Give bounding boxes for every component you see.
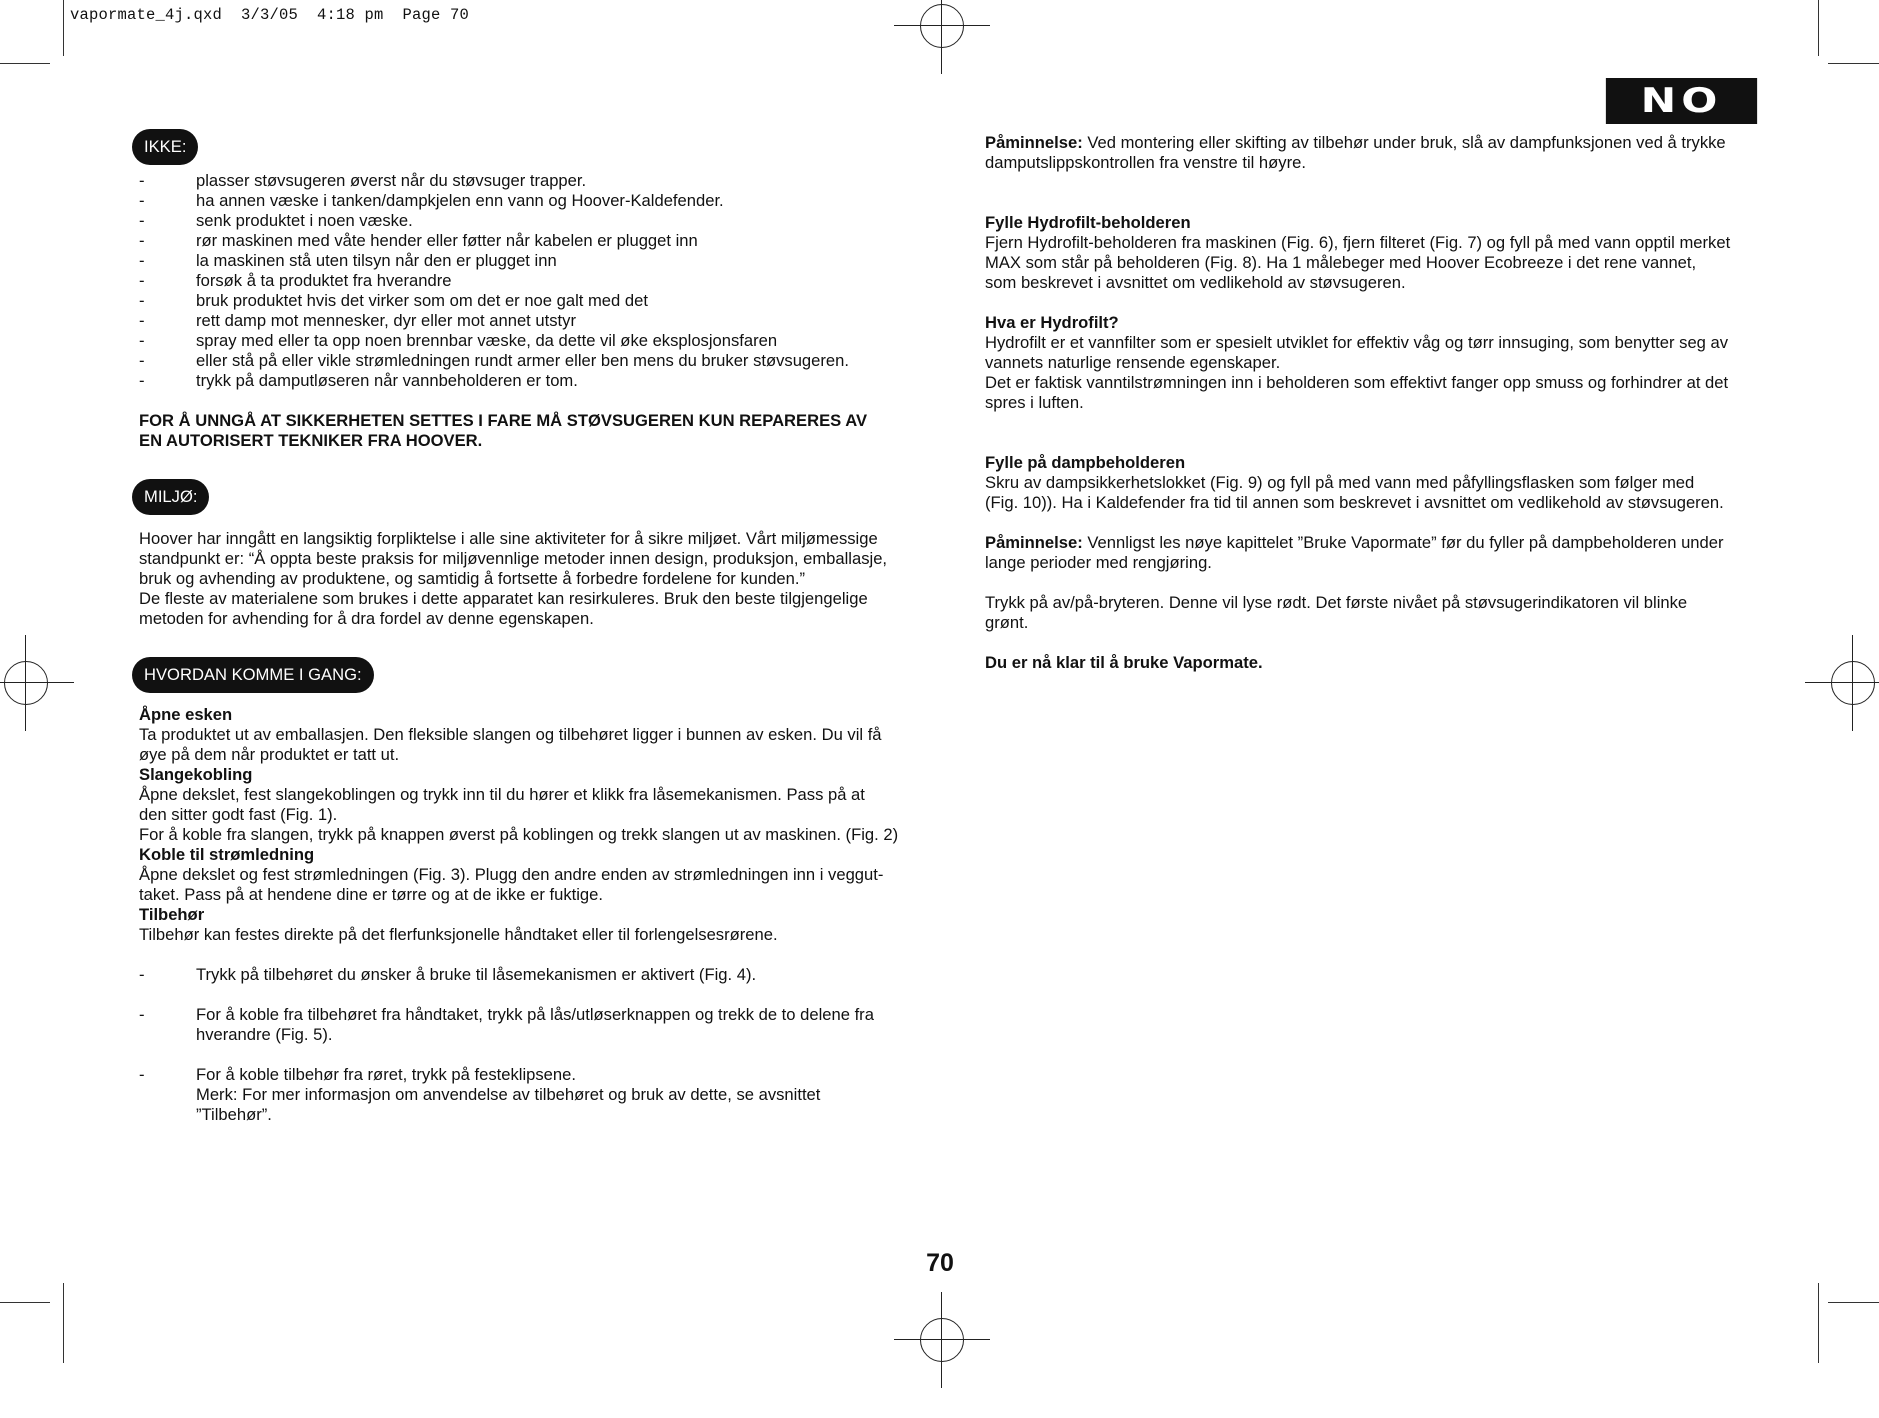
- list-item: - senk produktet i noen væske.: [139, 211, 413, 230]
- safety-warning: FOR Å UNNGÅ AT SIKKERHETEN SETTES I FARE MÅ STØVSUGEREN KUN REPARERES AV EN AUTORISERT TEKNIKER FRA HOOVER.: [139, 411, 868, 450]
- crop-mark: [1818, 1283, 1819, 1363]
- list-item: - Trykk på tilbehøret du ønsker å bruke til låsemekanismen er aktivert (Fig. 4).: [139, 965, 757, 984]
- registration-mark: [4, 661, 48, 705]
- list-item: - plasser støvsugeren øverst når du støvsuger trapper.: [139, 171, 587, 190]
- steam-fill-title: Fylle på dampbeholderen: [985, 453, 1186, 472]
- miljo-heading: MILJØ:: [132, 479, 209, 515]
- reminder-steam: Påminnelse: Vennligst les nøye kapittelet ”Bruke Vapormate” før du fyller på dampbeholderen under lange perioder med rengjøring.: [985, 533, 1724, 572]
- power-switch-text: Trykk på av/på-bryteren. Denne vil lyse rødt. Det første nivået på støvsugerindikatoren vil blinke grønt.: [985, 593, 1688, 632]
- open-box-title: Åpne esken: [139, 705, 233, 724]
- crop-mark: [63, 1283, 64, 1363]
- miljo-paragraph: Hoover har inngått en langsiktig forpliktelse i alle sine aktiviteter for å sikre miljøet. Vårt miljømessige standpunkt er: “Å oppta beste praksis for miljøvennlige metoder innen design, produksjon, emballasje, bruk og avhending av produktene, og samtidig å fortsette å forbedre fordelene for kunden.” De fleste av materialene som brukes i dette apparatet kan resirkuleres. Bruk den beste tilgjengelige metoden for avhending for å dra fordel av denne egenskapen.: [139, 529, 888, 628]
- list-item: - rett damp mot mennesker, dyr eller mot annet utstyr: [139, 311, 576, 330]
- list-item: - For å koble fra tilbehøret fra håndtaket, trykk på lås/utløserknappen og trekk de to delene fra hverandre (Fig. 5).: [139, 1005, 874, 1044]
- accessories-title: Tilbehør: [139, 905, 205, 924]
- file-slug: vapormate_4j.qxd 3/3/05 4:18 pm Page 70: [70, 6, 470, 24]
- power-cord-text: Åpne dekslet og fest strømledningen (Fig. 3). Plugg den andre enden av strømledningen inn i veggut- taket. Pass på at hendene dine er tørre og at de ikke er fuktige.: [139, 865, 884, 904]
- page-number: 70: [926, 1249, 954, 1277]
- ikke-heading: IKKE:: [132, 129, 198, 165]
- reminder-mounting: Påminnelse: Ved montering eller skifting av tilbehør under bruk, slå av dampfunksjonen ved å trykke damputslippskontrollen fra venstre til høyre.: [985, 133, 1726, 172]
- ikke-list: [139, 171, 909, 391]
- crop-mark: [1828, 1302, 1879, 1303]
- accessory-steps: [139, 965, 909, 985]
- hydrofilt-fill-text: Fjern Hydrofilt-beholderen fra maskinen (Fig. 6), fjern filteret (Fig. 7) og fyll på med vann opptil merket MAX som står på beholderen (Fig. 8). Ha 1 målebeger med Hoover Ecobreeze i det rene vannet, som beskrevet i avsnittet om vedlikehold av støvsugeren.: [985, 233, 1731, 292]
- steam-fill-text: Skru av dampsikkerhetslokket (Fig. 9) og fyll på med vann med påfyllingsflasken som følger med (Fig. 10)). Ha i Kaldefender fra tid til annen som beskrevet i avsnittet om vedlikehold av støvsugeren.: [985, 473, 1724, 512]
- hose-text: Åpne dekslet, fest slangekoblingen og trykk inn til du hører et klikk fra låsemekanismen. Pass på at den sitter godt fast (Fig. 1). For å koble fra slangen, trykk på knappen øverst på koblingen og trekk slangen ut av maskinen. (Fig. 2): [139, 785, 899, 844]
- registration-mark: [1831, 661, 1875, 705]
- crop-mark: [1818, 0, 1819, 56]
- getting-started-heading: HVORDAN KOMME I GANG:: [132, 657, 374, 693]
- list-item: - forsøk å ta produktet fra hverandre: [139, 271, 452, 290]
- left-column: [139, 129, 909, 1125]
- list-item: - trykk på damputløseren når vannbeholderen er tom.: [139, 371, 578, 390]
- open-box-text: Ta produktet ut av emballasjen. Den fleksible slangen og tilbehøret ligger i bunnen av esken. Du vil få øye på dem når produktet er tatt ut.: [139, 725, 882, 764]
- crop-mark: [0, 1302, 50, 1303]
- language-badge: NO: [1606, 78, 1757, 124]
- right-column: [985, 133, 1755, 673]
- crop-mark: [0, 63, 50, 64]
- accessory-steps: [139, 1065, 909, 1125]
- hydrofilt-fill-title: Fylle Hydrofilt-beholderen: [985, 213, 1191, 232]
- registration-mark: [920, 4, 964, 48]
- list-item: - eller stå på eller vikle strømledningen rundt armer eller ben mens du bruker støvsugeren.: [139, 351, 849, 370]
- hose-title: Slangekobling: [139, 765, 253, 784]
- ready-text: Du er nå klar til å bruke Vapormate.: [985, 653, 1263, 672]
- list-item: - spray med eller ta opp noen brennbar væske, da dette vil øke eksplosjonsfaren: [139, 331, 778, 350]
- hydrofilt-what-text: Hydrofilt er et vannfilter som er spesielt utviklet for effektiv våg og tørr innsuging, som benytter seg av vannets naturlige rensende egenskaper. Det er faktisk vanntilstrømningen inn i beholderen som effektivt fanger opp smuss og forhindrer at det spres i luften.: [985, 333, 1729, 412]
- accessory-steps: [139, 1005, 909, 1045]
- crop-mark: [63, 0, 64, 56]
- list-item: - ha annen væske i tanken/dampkjelen enn vann og Hoover-Kaldefender.: [139, 191, 724, 210]
- crop-mark: [1828, 63, 1879, 64]
- accessories-text: Tilbehør kan festes direkte på det flerfunksjonelle håndtaket eller til forlengelsesrørene.: [139, 925, 778, 944]
- list-item: - bruk produktet hvis det virker som om det er noe galt med det: [139, 291, 648, 310]
- list-item: - la maskinen stå uten tilsyn når den er plugget inn: [139, 251, 557, 270]
- registration-mark: [920, 1318, 964, 1362]
- list-item: - For å koble tilbehør fra røret, trykk på festeklipsene. Merk: For mer informasjon om anvendelse av tilbehøret og bruk av dette, se avsnittet ”Tilbehør”.: [139, 1065, 821, 1124]
- list-item: - rør maskinen med våte hender eller føtter når kabelen er plugget inn: [139, 231, 698, 250]
- hydrofilt-what-title: Hva er Hydrofilt?: [985, 313, 1119, 332]
- power-cord-title: Koble til strømledning: [139, 845, 315, 864]
